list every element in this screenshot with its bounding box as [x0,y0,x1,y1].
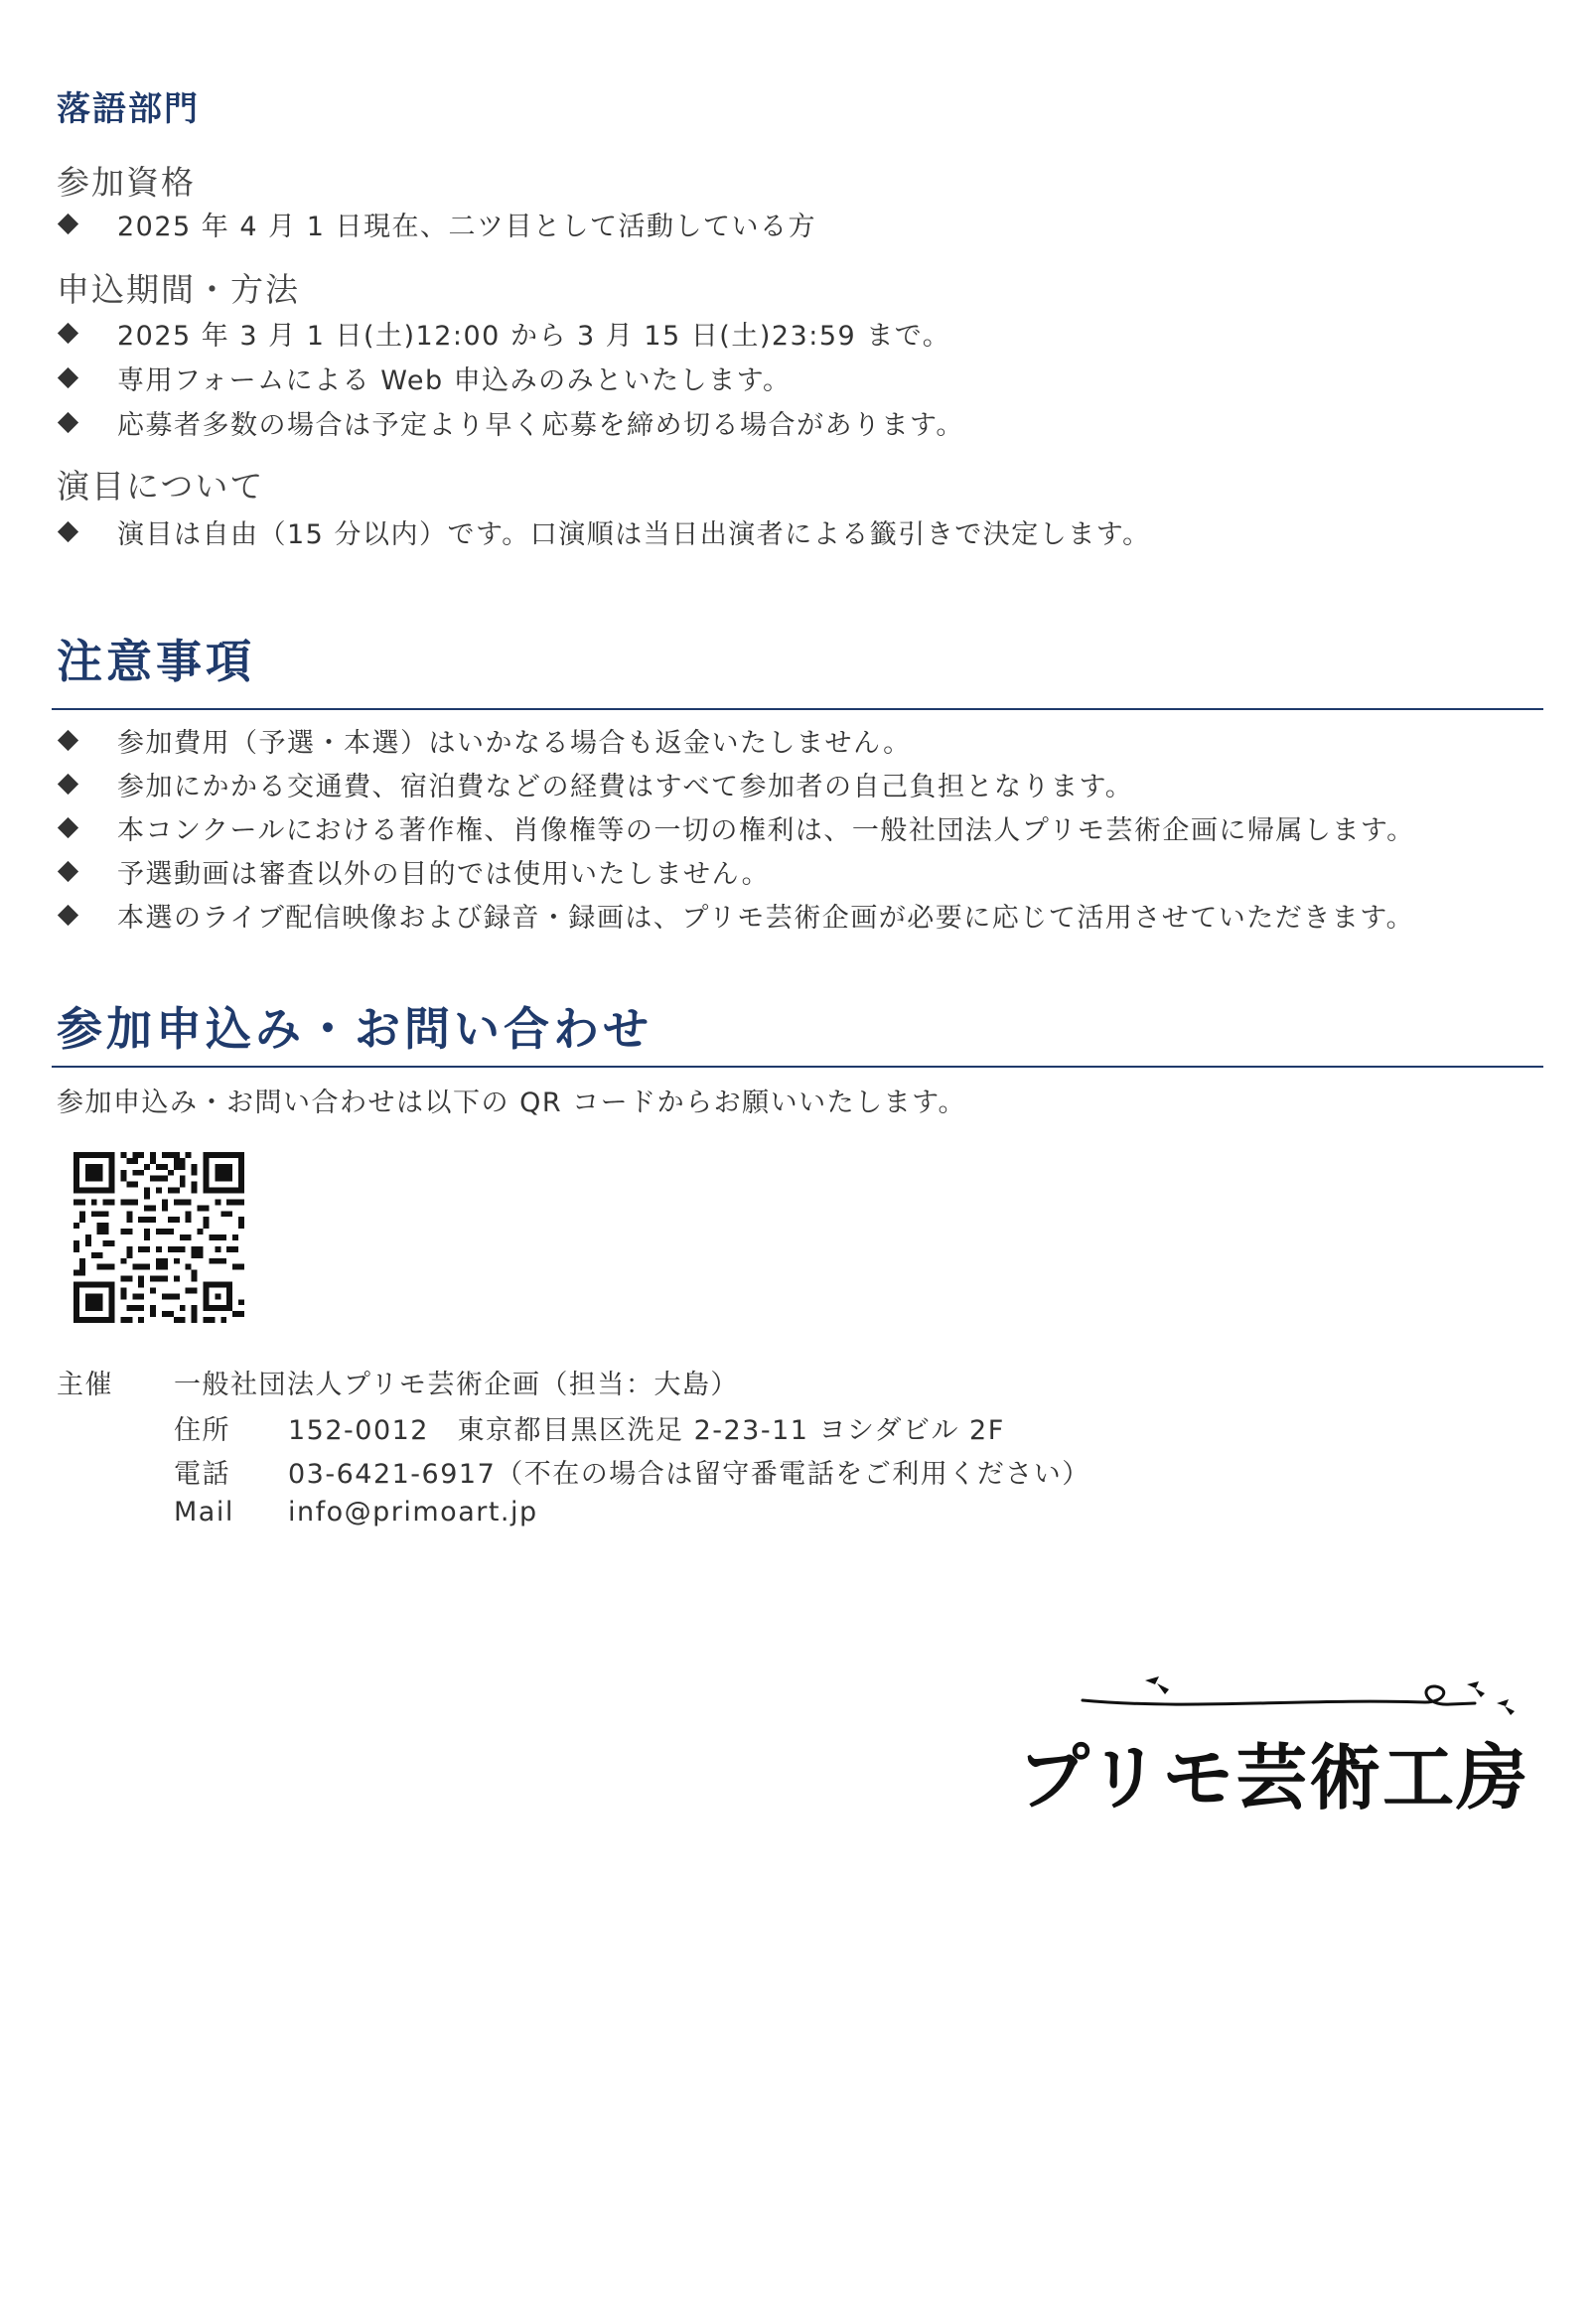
diamond-bullet-icon [58,323,78,344]
mail-label: Mail [174,1497,234,1527]
phone-label: 電話 [174,1459,230,1490]
mail-value[interactable]: info@primoart.jp [288,1497,538,1527]
application-item [57,359,792,397]
eligibility-item [57,205,816,243]
section-divider [52,708,1543,710]
program-heading: 演目について [57,467,265,506]
bullet-text: 本選のライブ配信映像および録音・録画は、プリモ芸術企画が必要に応じて活用させていただきます。 [117,903,1415,934]
program-item [57,512,1151,551]
address-value: 152-0012 東京都目黒区洗足 2-23-11 ヨシダビル 2F [288,1415,1005,1446]
notes-section-title: 注意事項 [57,635,255,688]
application-heading: 申込期間・方法 [57,270,300,309]
contact-intro: 参加申込み・お問い合わせは以下の QR コードからお願いいたします。 [57,1088,967,1118]
section-divider [52,1066,1543,1068]
phone-value[interactable]: 03-6421-6917（不在の場合は留守番電話をご利用ください） [288,1459,1090,1490]
application-item [57,403,964,442]
diamond-bullet-icon [58,730,78,751]
note-item [57,721,912,760]
logo-text: プリモ芸術工房 [1018,1736,1530,1819]
note-item [57,765,1133,803]
contact-section-title: 参加申込み・お問い合わせ [57,1002,653,1056]
diamond-bullet-icon [58,412,78,433]
diamond-bullet-icon [58,861,78,882]
bullet-text: 参加にかかる交通費、宿泊費などの経費はすべて参加者の自己負担となります。 [117,772,1134,802]
eligibility-heading: 参加資格 [57,163,196,202]
bird-icon [1145,1676,1169,1694]
bird-icon [1467,1681,1485,1697]
note-item [57,808,1415,847]
bullet-text: 2025 年 3 月 1 日(土)12:00 から 3 月 15 日(土)23:59 まで。 [117,321,951,352]
application-item [57,314,950,353]
diamond-bullet-icon [58,367,78,388]
diamond-bullet-icon [58,214,78,234]
note-item [57,896,1414,935]
primo-art-studio-logo [1008,1659,1544,1827]
bullet-text: 専用フォームによる Web 申込みのみといたします。 [117,365,792,396]
bullet-text: 演目は自由（15 分以内）です。口演順は当日出演者による籤引きで決定します。 [117,519,1151,550]
rakugo-section-title: 落語部門 [57,89,200,129]
address-label: 住所 [174,1415,230,1446]
bird-icon [1497,1699,1515,1715]
organizer-label: 主催 [57,1370,113,1400]
diamond-bullet-icon [58,905,78,926]
note-item [57,852,770,891]
bullet-text: 応募者多数の場合は予定より早く応募を締め切る場合があります。 [117,410,964,441]
bullet-text: 予選動画は審査以外の目的では使用いたしません。 [117,859,771,890]
bullet-text: 2025 年 4 月 1 日現在、二ツ目として活動している方 [117,212,816,242]
bullet-text: 参加費用（予選・本選）はいかなる場合も返金いたしません。 [117,728,912,759]
diamond-bullet-icon [58,817,78,838]
diamond-bullet-icon [58,521,78,542]
diamond-bullet-icon [58,774,78,795]
bullet-text: 本コンクールにおける著作権、肖像権等の一切の権利は、一般社団法人プリモ芸術企画に帰属します。 [117,815,1415,846]
organizer-name: 一般社団法人プリモ芸術企画（担当：大島） [174,1370,739,1400]
qr-code-icon[interactable] [73,1152,244,1323]
